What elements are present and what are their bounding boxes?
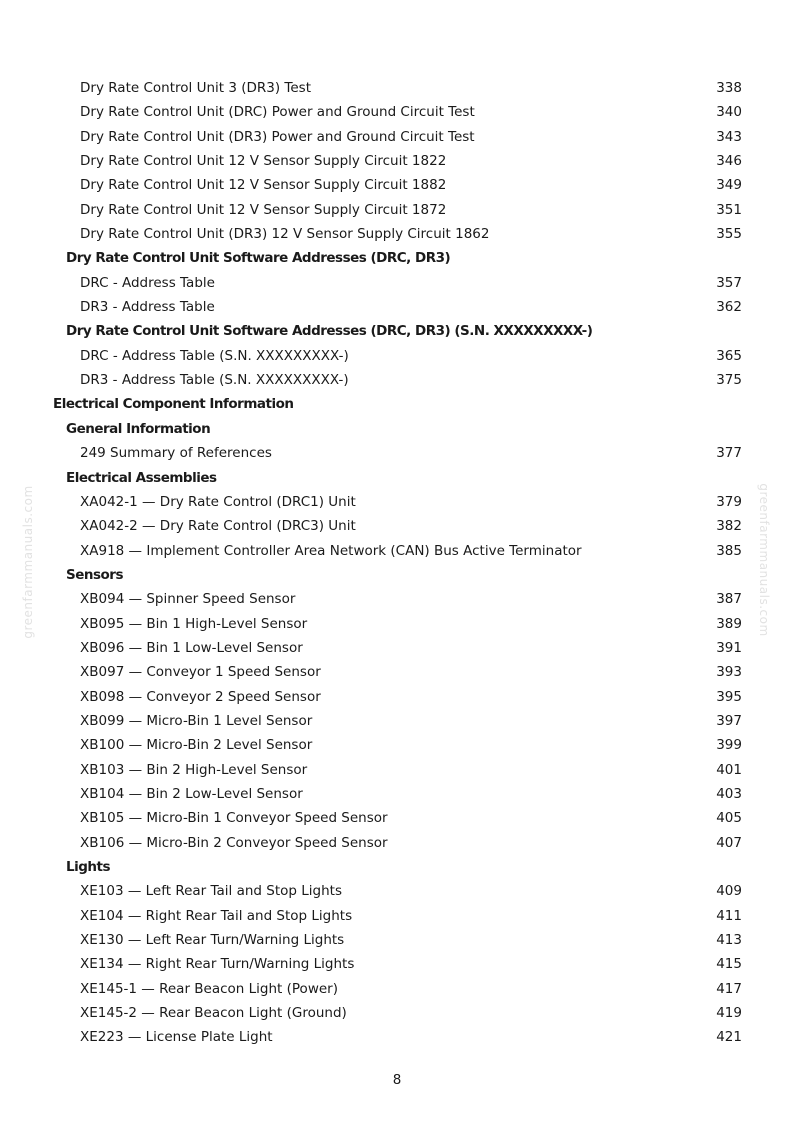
toc-entry-label: XE145-1 — Rear Beacon Light (Power) [80, 980, 338, 997]
toc-entry-page-number: 382 [716, 518, 742, 535]
toc-entry[interactable] [0, 149, 794, 173]
toc-entry[interactable] [0, 709, 794, 733]
toc-entry[interactable] [0, 831, 794, 855]
toc-entry-label: Lights [66, 859, 110, 875]
toc-section-heading [0, 466, 794, 490]
toc-entry-label: 249 Summary of References [80, 445, 272, 462]
toc-entry[interactable] [0, 100, 794, 124]
toc-entry-page-number: 349 [716, 177, 742, 194]
toc-entry-page-number: 389 [716, 615, 742, 632]
toc-section-heading [0, 563, 794, 587]
toc-entry-label: DRC - Address Table [80, 274, 215, 291]
toc-entry[interactable] [0, 904, 794, 928]
toc-entry[interactable] [0, 173, 794, 197]
toc-entry-page-number: 413 [716, 932, 742, 949]
toc-entry[interactable] [0, 733, 794, 757]
toc-entry-page-number: 415 [716, 956, 742, 973]
toc-entry[interactable] [0, 612, 794, 636]
toc-entry-page-number: 351 [716, 201, 742, 218]
toc-entry-label: Sensors [66, 566, 123, 583]
toc-entry-page-number: 362 [716, 299, 742, 316]
toc-entry-page-number: 355 [716, 226, 742, 243]
toc-entry-label: Dry Rate Control Unit 12 V Sensor Supply Circuit 1822 [80, 153, 447, 170]
toc-entry-page-number: 379 [716, 493, 742, 510]
table-of-contents [0, 76, 794, 1050]
toc-entry-page-number: 385 [716, 542, 742, 559]
toc-entry[interactable] [0, 539, 794, 563]
toc-entry-label: Electrical Assemblies [66, 469, 217, 486]
watermark-right: greenfarmmanuals.com [757, 483, 771, 637]
toc-entry[interactable] [0, 76, 794, 100]
toc-entry-label: Dry Rate Control Unit Software Addresses (DRC, DR3) [66, 250, 451, 267]
toc-entry-label: XE134 — Right Rear Turn/Warning Lights [80, 956, 355, 973]
toc-entry[interactable] [0, 490, 794, 514]
toc-entry-page-number: 357 [716, 274, 742, 291]
toc-entry-label: Dry Rate Control Unit (DR3) 12 V Sensor Supply Circuit 1862 [80, 226, 490, 243]
toc-entry-page-number: 405 [716, 810, 742, 827]
toc-entry[interactable] [0, 660, 794, 684]
toc-entry[interactable] [0, 806, 794, 830]
toc-entry-page-number: 403 [716, 785, 742, 802]
toc-entry-label: XA042-2 — Dry Rate Control (DRC3) Unit [80, 518, 356, 535]
toc-entry-page-number: 419 [716, 1005, 742, 1022]
toc-entry-page-number: 387 [716, 591, 742, 608]
toc-entry[interactable] [0, 1001, 794, 1025]
toc-entry-label: General Information [66, 420, 211, 437]
toc-entry-label: Dry Rate Control Unit 12 V Sensor Supply Circuit 1872 [80, 201, 447, 218]
toc-entry-label: XB099 — Micro-Bin 1 Level Sensor [80, 712, 313, 729]
toc-entry[interactable] [0, 782, 794, 806]
toc-entry[interactable] [0, 758, 794, 782]
toc-entry-page-number: 417 [716, 980, 742, 997]
toc-entry-label: XE223 — License Plate Light [80, 1029, 273, 1046]
toc-section-heading [0, 417, 794, 441]
toc-entry-page-number: 399 [716, 737, 742, 754]
toc-entry[interactable] [0, 879, 794, 903]
toc-entry-label: DRC - Address Table (S.N. XXXXXXXXX-) [80, 347, 349, 364]
toc-entry[interactable] [0, 1025, 794, 1049]
toc-entry[interactable] [0, 222, 794, 246]
toc-entry[interactable] [0, 587, 794, 611]
toc-entry-label: XE104 — Right Rear Tail and Stop Lights [80, 907, 353, 924]
watermark-left: greenfarmmanuals.com [21, 485, 35, 639]
toc-entry[interactable] [0, 514, 794, 538]
toc-entry-label: XB106 — Micro-Bin 2 Conveyor Speed Sensor [80, 834, 388, 851]
toc-entry-page-number: 338 [716, 80, 742, 96]
toc-entry-label: XB095 — Bin 1 High-Level Sensor [80, 615, 308, 632]
toc-entry[interactable] [0, 928, 794, 952]
toc-entry-label: Dry Rate Control Unit (DRC) Power and Ground Circuit Test [80, 104, 475, 121]
toc-section-heading [0, 319, 794, 343]
toc-entry[interactable] [0, 295, 794, 319]
toc-entry-page-number: 375 [716, 372, 742, 389]
toc-entry-label: XB094 — Spinner Speed Sensor [80, 591, 296, 608]
toc-entry-label: XB105 — Micro-Bin 1 Conveyor Speed Sensor [80, 810, 388, 827]
toc-entry-label: Dry Rate Control Unit 12 V Sensor Supply Circuit 1882 [80, 177, 447, 194]
toc-entry-page-number: 409 [716, 883, 742, 900]
toc-entry-label: Dry Rate Control Unit Software Addresses (DRC, DR3) (S.N. XXXXXXXXX-) [66, 323, 593, 340]
toc-entry-label: XB104 — Bin 2 Low-Level Sensor [80, 785, 303, 802]
toc-entry-label: Electrical Component Information [53, 396, 294, 413]
toc-entry-page-number: 395 [716, 688, 742, 705]
toc-entry[interactable] [0, 952, 794, 976]
toc-section-heading [0, 855, 794, 879]
toc-entry-label: Dry Rate Control Unit (DR3) Power and Ground Circuit Test [80, 128, 475, 145]
toc-entry[interactable] [0, 125, 794, 149]
toc-entry-label: XE103 — Left Rear Tail and Stop Lights [80, 883, 342, 900]
toc-entry-label: XB100 — Micro-Bin 2 Level Sensor [80, 737, 313, 754]
toc-entry-page-number: 401 [716, 761, 742, 778]
toc-entry[interactable] [0, 198, 794, 222]
toc-entry-label: XA042-1 — Dry Rate Control (DRC1) Unit [80, 493, 356, 510]
toc-entry[interactable] [0, 441, 794, 465]
page-number: 8 [392, 1072, 402, 1088]
toc-section-heading [0, 246, 794, 270]
toc-entry-label: XA918 — Implement Controller Area Network (CAN) Bus Active Terminator [80, 542, 582, 559]
toc-entry-page-number: 346 [716, 153, 742, 170]
toc-entry-page-number: 377 [716, 445, 742, 462]
toc-entry[interactable] [0, 344, 794, 368]
toc-entry-label: XB103 — Bin 2 High-Level Sensor [80, 761, 308, 778]
toc-entry-page-number: 397 [716, 712, 742, 729]
toc-entry-label: DR3 - Address Table (S.N. XXXXXXXXX-) [80, 372, 349, 389]
toc-entry-page-number: 340 [716, 104, 742, 121]
toc-entry-page-number: 407 [716, 834, 742, 851]
toc-entry-label: XB096 — Bin 1 Low-Level Sensor [80, 639, 303, 656]
toc-entry-page-number: 343 [716, 128, 742, 145]
toc-entry[interactable] [0, 977, 794, 1001]
toc-entry-label: XB097 — Conveyor 1 Speed Sensor [80, 664, 321, 681]
toc-entry[interactable] [0, 271, 794, 295]
toc-entry-label: DR3 - Address Table [80, 299, 215, 316]
toc-section-heading [0, 392, 794, 416]
toc-entry-label: Dry Rate Control Unit 3 (DR3) Test [80, 80, 311, 96]
toc-entry-label: XB098 — Conveyor 2 Speed Sensor [80, 688, 321, 705]
toc-entry-label: XE130 — Left Rear Turn/Warning Lights [80, 932, 345, 949]
toc-entry-page-number: 421 [716, 1029, 742, 1046]
toc-entry[interactable] [0, 636, 794, 660]
toc-entry-page-number: 393 [716, 664, 742, 681]
toc-entry-page-number: 411 [716, 907, 742, 924]
toc-entry-page-number: 391 [716, 639, 742, 656]
toc-entry-label: XE145-2 — Rear Beacon Light (Ground) [80, 1005, 347, 1022]
toc-entry[interactable] [0, 368, 794, 392]
toc-entry[interactable] [0, 685, 794, 709]
toc-entry-page-number: 365 [716, 347, 742, 364]
